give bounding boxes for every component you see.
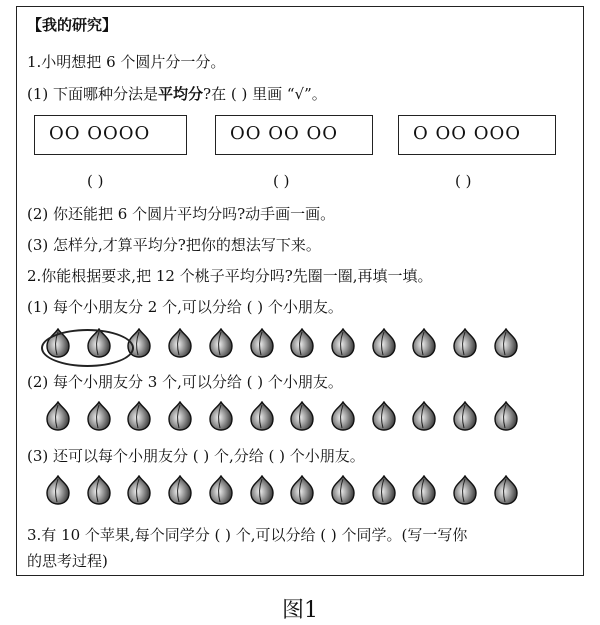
- question-2-stem: 2.你能根据要求,把 12 个桃子平均分吗?先圈一圈,再填一填。: [27, 267, 433, 285]
- question-2-sub-1: (1) 每个小朋友分 2 个,可以分给 ( ) 个小朋友。: [27, 298, 343, 316]
- answer-paren-2[interactable]: ( ): [273, 172, 290, 190]
- question-2-sub-3: (3) 还可以每个小朋友分 ( ) 个,分给 ( ) 个小朋友。: [27, 447, 365, 465]
- peach-icon: [493, 475, 519, 505]
- option-box-3: [398, 115, 556, 155]
- q1-sub1-bold: 平均分: [158, 85, 204, 103]
- peach-icon: [249, 401, 275, 431]
- peach-icon: [167, 475, 193, 505]
- section-title: 【我的研究】: [27, 16, 118, 34]
- peach-icon: [208, 328, 234, 358]
- q1-sub1-prefix: (1) 下面哪种分法是: [27, 85, 159, 103]
- peach-icon: [289, 328, 315, 358]
- peach-icon: [411, 328, 437, 358]
- peach-icon: [126, 475, 152, 505]
- peach-icon: [86, 401, 112, 431]
- peach-icon: [249, 328, 275, 358]
- peach-icon: [371, 401, 397, 431]
- peach-icon: [493, 401, 519, 431]
- question-2-sub-2: (2) 每个小朋友分 3 个,可以分给 ( ) 个小朋友。: [27, 373, 343, 391]
- peach-icon: [411, 401, 437, 431]
- question-1-sub-1: [27, 85, 327, 103]
- peach-icon: [289, 401, 315, 431]
- peach-icon: [208, 475, 234, 505]
- peach-icon: [452, 475, 478, 505]
- figure-caption: 图1: [282, 598, 318, 623]
- peach-icon: [330, 401, 356, 431]
- peach-icon: [167, 401, 193, 431]
- peach-icon: [45, 475, 71, 505]
- question-1-stem: 1.小明想把 6 个圆片分一分。: [27, 53, 226, 71]
- q1-sub1-suffix: ?在 ( ) 里画 “√”。: [203, 85, 327, 103]
- peach-icon: [208, 401, 234, 431]
- question-3-line-1: 3.有 10 个苹果,每个同学分 ( ) 个,可以分给 ( ) 个同学。(写一写你: [27, 526, 468, 544]
- question-1-sub-3: (3) 怎样分,才算平均分?把你的想法写下来。: [27, 236, 321, 254]
- peach-icon: [86, 475, 112, 505]
- peach-icon: [330, 475, 356, 505]
- answer-paren-1[interactable]: ( ): [87, 172, 104, 190]
- question-3-line-2: 的思考过程): [27, 552, 108, 570]
- option-box-2-text: OO OO OO: [230, 123, 338, 144]
- option-box-3-text: O OO OOO: [413, 123, 521, 144]
- grouping-circle: [41, 329, 134, 367]
- option-box-1-text: OO OOOO: [49, 123, 151, 144]
- peach-icon: [126, 401, 152, 431]
- option-box-2: [215, 115, 373, 155]
- worksheet: [16, 6, 584, 576]
- peach-icon: [249, 475, 275, 505]
- peach-icon: [167, 328, 193, 358]
- peach-icon: [45, 401, 71, 431]
- option-box-1: [34, 115, 187, 155]
- peach-icon: [371, 328, 397, 358]
- answer-paren-3[interactable]: ( ): [455, 172, 472, 190]
- peach-icon: [289, 475, 315, 505]
- peach-icon: [452, 328, 478, 358]
- peach-icon: [371, 475, 397, 505]
- peach-icon: [411, 475, 437, 505]
- peach-icon: [330, 328, 356, 358]
- peach-icon: [452, 401, 478, 431]
- peach-icon: [493, 328, 519, 358]
- question-1-sub-2: (2) 你还能把 6 个圆片平均分吗?动手画一画。: [27, 205, 336, 223]
